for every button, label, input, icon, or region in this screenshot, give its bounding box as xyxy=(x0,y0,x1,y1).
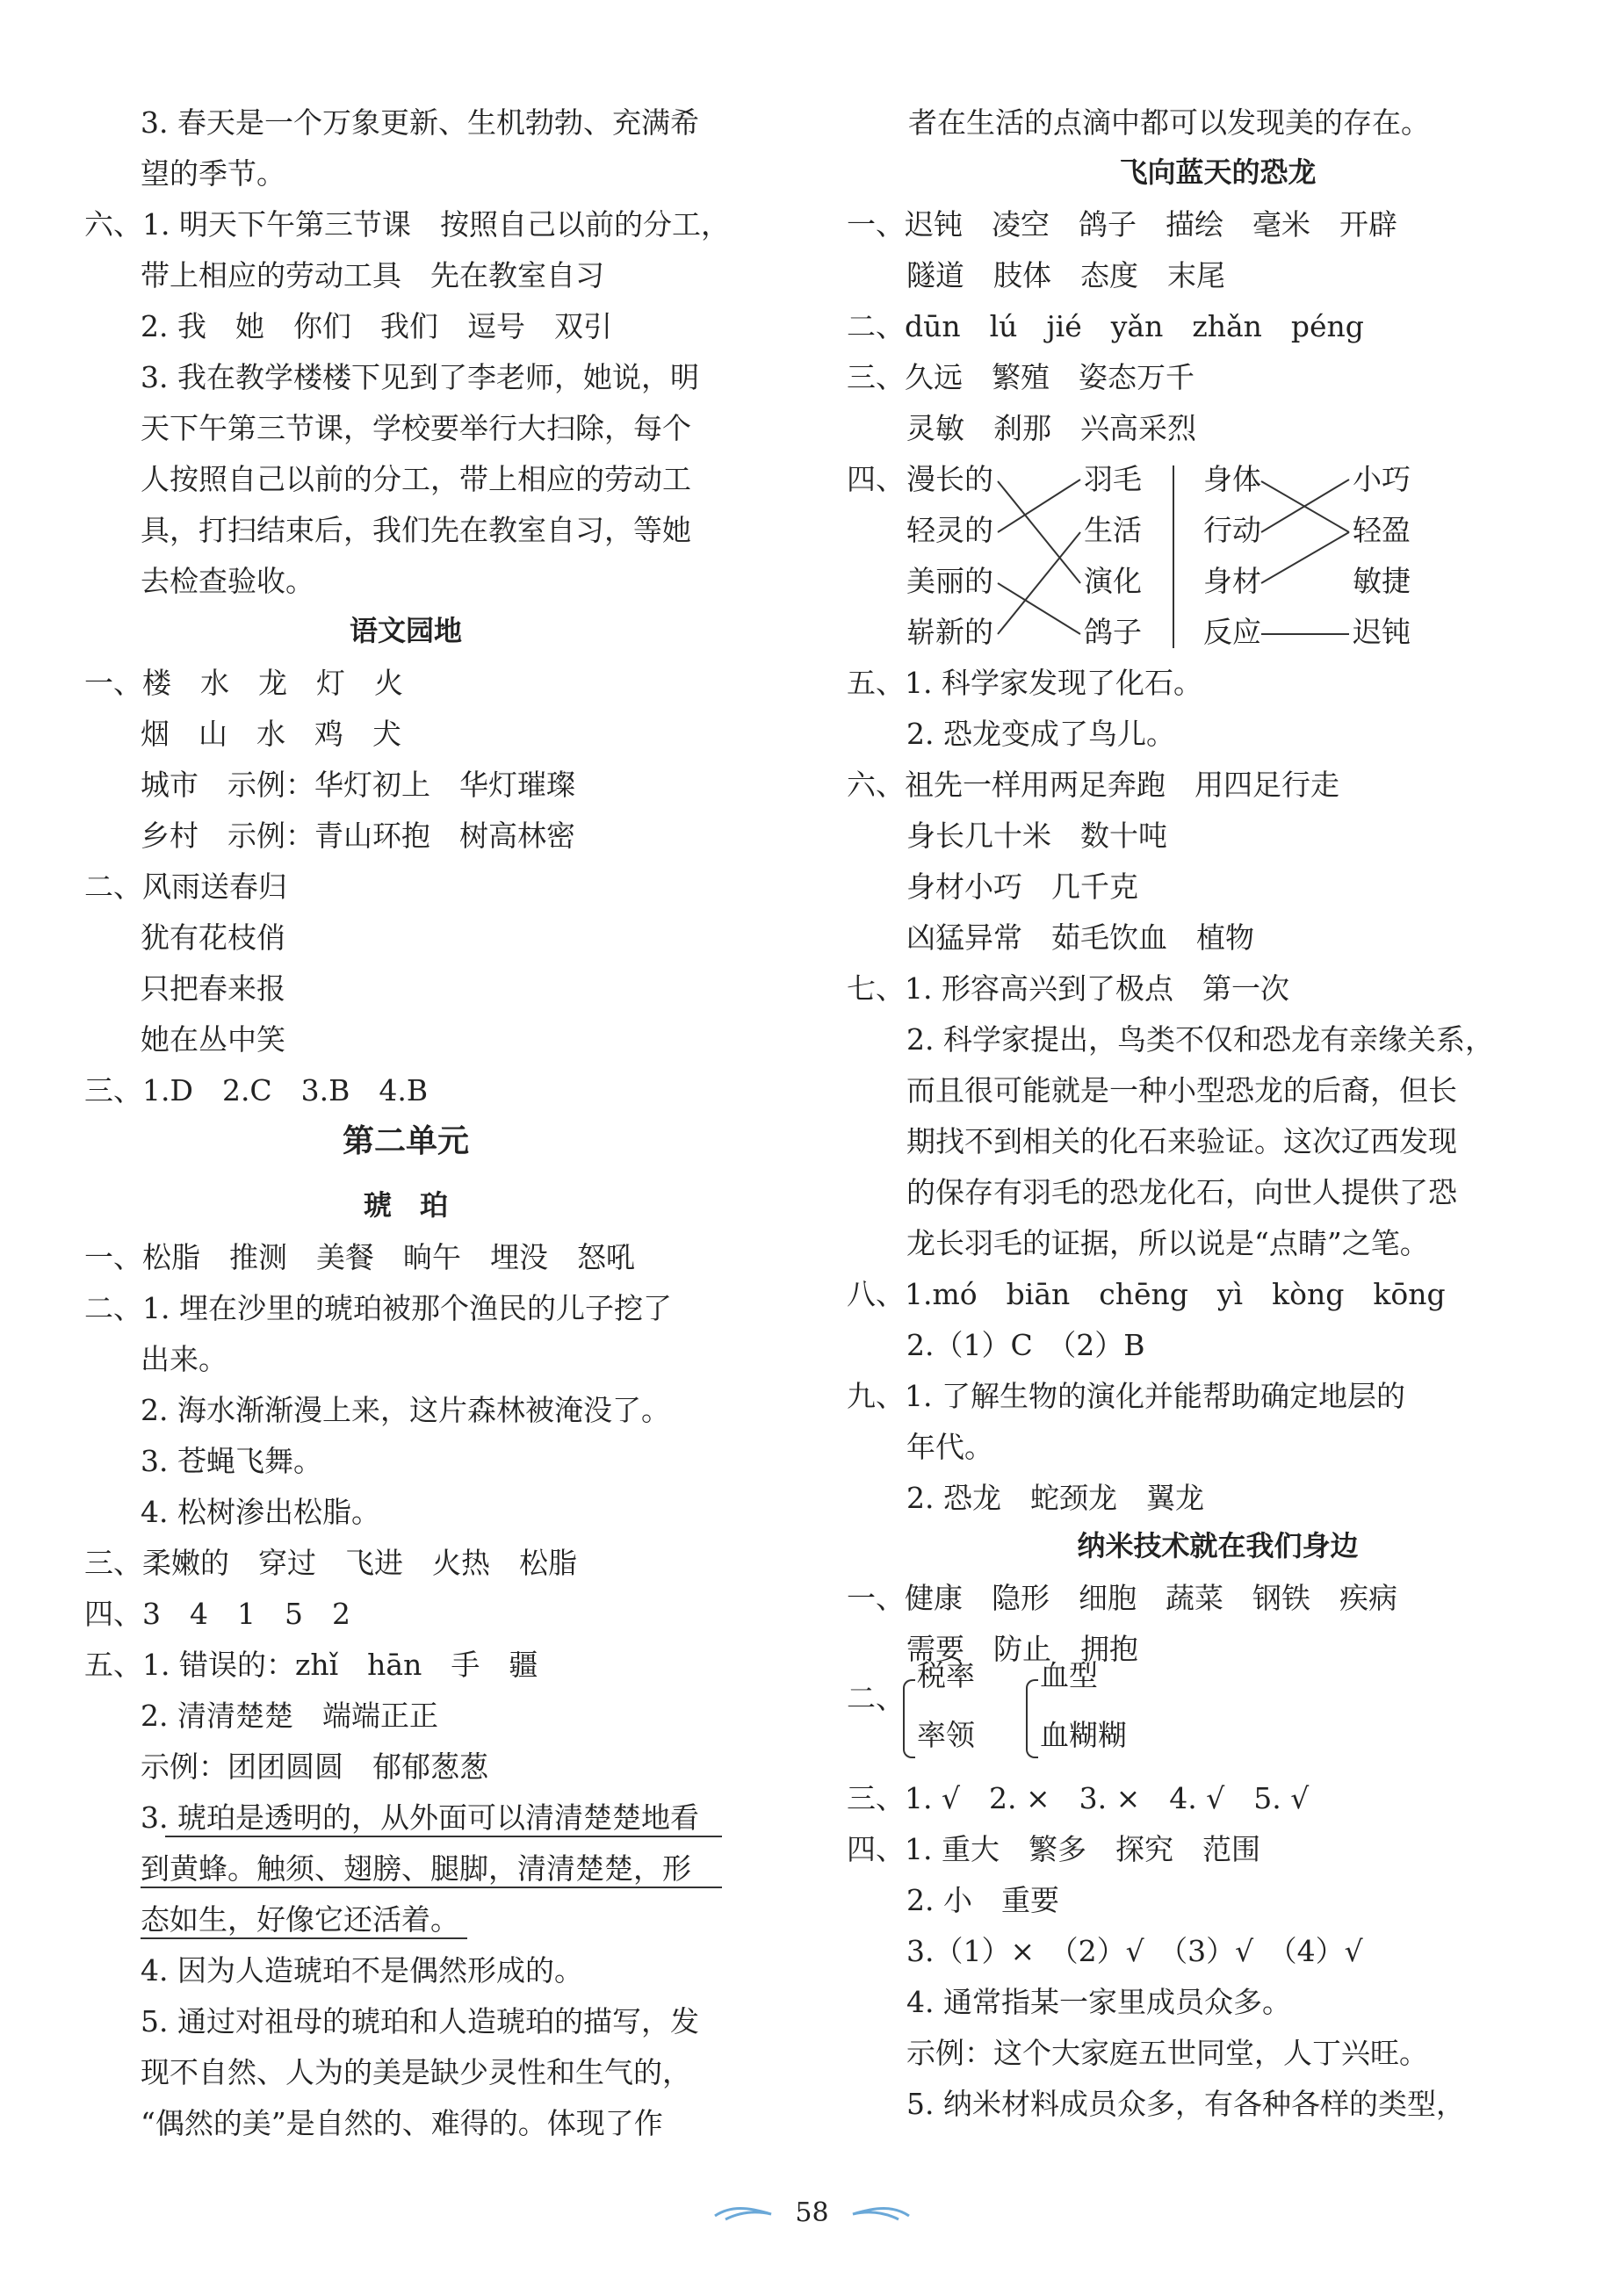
text-line: 八、1.mó biān chēng yì kòng kōng xyxy=(847,1277,1446,1311)
match-line xyxy=(1261,532,1349,583)
text-line: 二、 xyxy=(847,1681,905,1715)
text-line: 她在丛中笑 xyxy=(141,1022,285,1057)
word-shuailing: 率领 xyxy=(917,1718,975,1752)
section-heading-konglong: 飞向蓝天的恐龙 xyxy=(1119,155,1317,189)
text-line: 人按照自己以前的分工，带上相应的劳动工 xyxy=(141,462,691,496)
text-line: 五、1. 科学家发现了化石。 xyxy=(847,666,1202,700)
match-right-a: 鸽子 xyxy=(1084,615,1142,649)
text-line: 三、柔嫩的 穿过 飞进 火热 松脂 xyxy=(84,1546,577,1580)
match-right-b: 小巧 xyxy=(1353,462,1411,496)
text-line: 四、1. 重大 繁多 探究 范围 xyxy=(847,1832,1260,1866)
text-line: 3. 春天是一个万象更新、生机勃勃、充满希 xyxy=(141,105,699,140)
word-shuilv: 税率 xyxy=(917,1658,975,1692)
text-line: 年代。 xyxy=(906,1430,993,1464)
text-line: 需要 防止 拥抱 xyxy=(906,1632,1138,1666)
text-line: 态如生，好像它还活着。 xyxy=(141,1902,459,1937)
text-line: 六、1. 明天下午第三节课 按照自己以前的分工， xyxy=(84,207,730,242)
word-xuehuhu: 血糊糊 xyxy=(1040,1718,1127,1752)
text-line: 五、1. 错误的：zhǐ hān 手 疆 xyxy=(84,1648,538,1682)
match-line xyxy=(998,481,1080,583)
text-line: 一、健康 隐形 细胞 蔬菜 钢铁 疾病 xyxy=(847,1581,1397,1615)
match-right-a: 演化 xyxy=(1084,564,1142,598)
match-prefix: 四、 xyxy=(847,462,905,496)
text-line: 5. 通过对祖母的琥珀和人造琥珀的描写，发 xyxy=(141,2004,699,2038)
text-line: 者在生活的点滴中都可以发现美的存在。 xyxy=(908,105,1430,140)
match-right-b: 轻盈 xyxy=(1353,513,1411,547)
text-line: 示例：团团圆圆 郁郁葱葱 xyxy=(141,1750,488,1784)
text-line: 三、1. √ 2. × 3. × 4. √ 5. √ xyxy=(847,1781,1310,1815)
text-line: 4. 通常指某一家里成员众多。 xyxy=(906,1985,1291,2019)
text-line: 隧道 肢体 态度 末尾 xyxy=(906,258,1225,292)
text-line: 3. 琥珀是透明的，从外面可以清清楚楚地看 xyxy=(141,1800,699,1835)
match-left-b: 反应 xyxy=(1203,615,1261,649)
text-line: 到黄蜂。触须、翅膀、腿脚，清清楚楚，形 xyxy=(141,1851,691,1886)
text-line: 2. 恐龙 蛇颈龙 翼龙 xyxy=(906,1481,1204,1515)
section-heading-yuwen: 语文园地 xyxy=(349,614,462,647)
text-line: 凶猛异常 茹毛饮血 植物 xyxy=(906,920,1254,955)
text-line: 九、1. 了解生物的演化并能帮助确定地层的 xyxy=(847,1379,1405,1413)
match-line xyxy=(998,532,1080,634)
text-line: 身长几十米 数十吨 xyxy=(906,819,1167,853)
text-line: 城市 示例：华灯初上 华灯璀璨 xyxy=(141,768,575,802)
match-left-b: 身材 xyxy=(1203,564,1261,598)
text-line: 而且很可能就是一种小型恐龙的后裔，但长 xyxy=(906,1073,1457,1107)
text-line: 期找不到相关的化石来验证。这次辽西发现 xyxy=(906,1124,1457,1158)
text-line: 2. 海水渐渐漫上来，这片森林被淹没了。 xyxy=(141,1393,670,1427)
match-line xyxy=(998,583,1080,634)
text-line: 4. 因为人造琥珀不是偶然形成的。 xyxy=(141,1953,583,1988)
text-line: 烟 山 水 鸡 犬 xyxy=(141,717,401,751)
text-line: 只把春来报 xyxy=(141,971,285,1006)
text-line: 带上相应的劳动工具 先在教室自习 xyxy=(141,258,604,292)
text-line: 2.（1）C （2）B xyxy=(906,1328,1145,1362)
match-lines xyxy=(812,0,1624,703)
text-line: 3. 我在教学楼楼下见到了李老师，她说，明 xyxy=(141,360,699,394)
text-line: 2. 我 她 你们 我们 逗号 双引 xyxy=(141,309,612,343)
match-left-a: 崭新的 xyxy=(906,615,993,649)
match-left-a: 轻灵的 xyxy=(906,513,993,547)
text-line: 一、松脂 推测 美餐 晌午 埋没 怒吼 xyxy=(84,1240,635,1274)
text-line: 2. 科学家提出，鸟类不仅和恐龙有亲缘关系， xyxy=(906,1022,1494,1057)
text-line: 去检查验收。 xyxy=(141,564,314,598)
section-heading-hupo: 琥 珀 xyxy=(363,1188,448,1222)
text-line: 灵敏 刹那 兴高采烈 xyxy=(906,411,1196,445)
section-heading-nami: 纳米技术就在我们身边 xyxy=(1077,1529,1359,1562)
text-line: 示例：这个大家庭五世同堂，人丁兴旺。 xyxy=(906,2036,1428,2070)
underline xyxy=(141,1937,467,1939)
match-left-a: 漫长的 xyxy=(906,462,993,496)
text-line: 乡村 示例：青山环抱 树高林密 xyxy=(141,819,575,853)
match-right-a: 羽毛 xyxy=(1084,462,1142,496)
match-line xyxy=(998,480,1080,532)
brace xyxy=(1026,1679,1038,1758)
text-line: 望的季节。 xyxy=(141,156,285,191)
text-line: 二、风雨送春归 xyxy=(84,869,287,904)
underline xyxy=(165,1836,722,1837)
text-line: 犹有花枝俏 xyxy=(141,920,285,955)
unit-heading: 第二单元 xyxy=(342,1123,469,1159)
text-line: 一、迟钝 凌空 鸽子 描绘 毫米 开辟 xyxy=(847,207,1397,242)
text-line: 三、久远 繁殖 姿态万千 xyxy=(847,360,1195,394)
text-line: 四、3 4 1 5 2 xyxy=(84,1597,350,1631)
word-xuexing: 血型 xyxy=(1040,1658,1098,1692)
text-line: 一、楼 水 龙 灯 火 xyxy=(84,666,403,700)
match-left-b: 行动 xyxy=(1203,513,1261,547)
ornament-left-icon xyxy=(713,2204,775,2225)
text-line: 5. 纳米材料成员众多，有各种各样的类型， xyxy=(906,2087,1465,2121)
text-line: 3. 苍蝇飞舞。 xyxy=(141,1444,322,1478)
match-left-a: 美丽的 xyxy=(906,564,993,598)
text-line: 天下午第三节课，学校要举行大扫除，每个 xyxy=(141,411,691,445)
underline xyxy=(141,1887,722,1888)
text-line: 2. 小 重要 xyxy=(906,1883,1059,1917)
text-line: 七、1. 形容高兴到了极点 第一次 xyxy=(847,971,1289,1006)
page-footer xyxy=(0,2196,1624,2231)
match-left-b: 身体 xyxy=(1203,462,1261,496)
text-line: 3.（1）× （2）√ （3）√ （4）√ xyxy=(906,1934,1363,1968)
text-line: 身材小巧 几千克 xyxy=(906,869,1138,904)
text-line: 二、1. 埋在沙里的琥珀被那个渔民的儿子挖了 xyxy=(84,1291,672,1325)
text-line: 具，打扫结束后，我们先在教室自习，等她 xyxy=(141,513,691,547)
text-line: 的保存有羽毛的恐龙化石，向世人提供了恐 xyxy=(906,1175,1457,1209)
text-line: 4. 松树渗出松脂。 xyxy=(141,1495,380,1529)
text-line: 龙长羽毛的证据，所以说是“点睛”之笔。 xyxy=(906,1226,1429,1260)
page-number: 58 xyxy=(795,2197,829,2228)
match-right-b: 迟钝 xyxy=(1353,615,1411,649)
text-line: 六、祖先一样用两足奔跑 用四足行走 xyxy=(847,768,1339,802)
text-line: 2. 恐龙变成了鸟儿。 xyxy=(906,717,1175,751)
brace xyxy=(903,1679,915,1758)
ornament-right-icon xyxy=(849,2204,911,2225)
match-right-a: 生活 xyxy=(1084,513,1142,547)
text-line: 三、1.D 2.C 3.B 4.B xyxy=(84,1073,429,1107)
text-line: “偶然的美”是自然的、难得的。体现了作 xyxy=(141,2106,663,2140)
text-line: 现不自然、人为的美是缺少灵性和生气的， xyxy=(141,2055,691,2089)
text-line: 二、dūn lú jié yǎn zhǎn péng xyxy=(847,309,1364,343)
text-line: 2. 清清楚楚 端端正正 xyxy=(141,1699,438,1733)
text-line: 出来。 xyxy=(141,1342,227,1376)
match-right-b: 敏捷 xyxy=(1353,564,1411,598)
